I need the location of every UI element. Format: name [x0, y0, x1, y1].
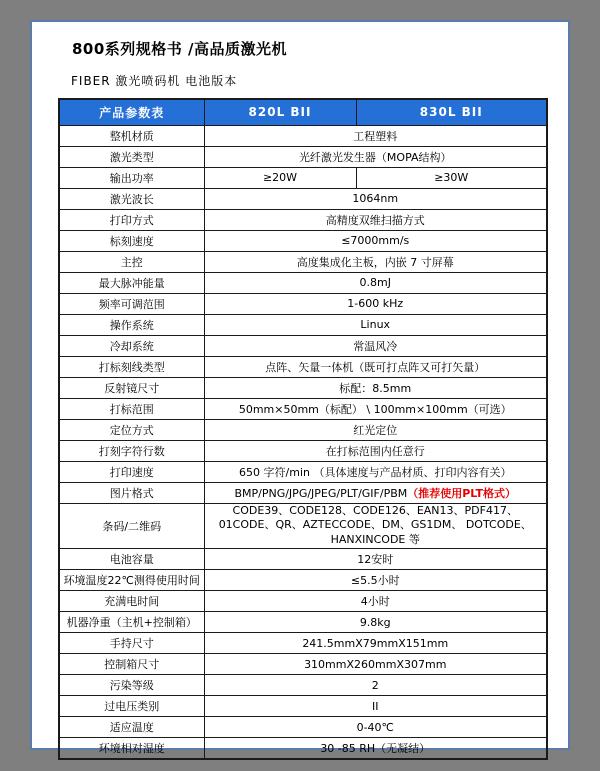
spec-value: 0.8mJ — [204, 272, 547, 293]
spec-table-header-row — [59, 99, 547, 125]
spec-row-label: 最大脉冲能量 — [59, 272, 204, 293]
spec-row-label: 污染等级 — [59, 675, 204, 696]
spec-value: 高精度双维扫描方式 — [204, 209, 547, 230]
spec-value: 50mm×50mm（标配） \ 100mm×100mm（可选） — [204, 398, 547, 419]
spec-value: 点阵、矢量一体机（既可打点阵又可打矢量） — [204, 356, 547, 377]
spec-value: 650 字符/min （具体速度与产品材质、打印内容有关） — [204, 461, 547, 482]
page-subtitle: FIBER 激光喷码机 电池版本 — [71, 74, 238, 88]
spec-table — [58, 98, 548, 760]
spec-row — [59, 654, 547, 675]
spec-value-820l: ≥20W — [204, 167, 356, 188]
spec-row — [59, 696, 547, 717]
spec-value: 红光定位 — [204, 419, 547, 440]
spec-row — [59, 591, 547, 612]
header-cell-model-830l: 830L BII — [356, 99, 547, 125]
spec-row — [59, 209, 547, 230]
spec-row-label: 主控 — [59, 251, 204, 272]
spec-row-label: 冷却系统 — [59, 335, 204, 356]
spec-value: 30 -85 RH（无凝结） — [204, 738, 547, 759]
spec-value: 高度集成化主板，内嵌 7 寸屏幕 — [204, 251, 547, 272]
spec-value: 9.8kg — [204, 612, 547, 633]
spec-row-label: 打印方式 — [59, 209, 204, 230]
spec-value — [204, 482, 547, 503]
spec-value: 在打标范围内任意行 — [204, 440, 547, 461]
spec-row-label: 过电压类别 — [59, 696, 204, 717]
spec-row-label: 机器净重（主机+控制箱） — [59, 612, 204, 633]
spec-row-label: 打标刻线类型 — [59, 356, 204, 377]
spec-row-label: 频率可调范围 — [59, 293, 204, 314]
spec-value-highlight: （推荐使用PLT格式） — [407, 486, 517, 500]
spec-row-label: 整机材质 — [59, 125, 204, 146]
spec-row — [59, 314, 547, 335]
spec-row — [59, 335, 547, 356]
spec-row — [59, 167, 547, 188]
spec-row-label: 打标范围 — [59, 398, 204, 419]
spec-value: 光纤激光发生器（MOPA结构） — [204, 146, 547, 167]
spec-row-label: 电池容量 — [59, 549, 204, 570]
spec-value: 标配：8.5mm — [204, 377, 547, 398]
spec-row-label: 反射镜尺寸 — [59, 377, 204, 398]
spec-table-body — [59, 125, 547, 759]
spec-row — [59, 146, 547, 167]
spec-value: 2 — [204, 675, 547, 696]
spec-value: 12安时 — [204, 549, 547, 570]
spec-row — [59, 738, 547, 759]
spec-row-label: 定位方式 — [59, 419, 204, 440]
spec-value: 常温风冷 — [204, 335, 547, 356]
spec-row — [59, 251, 547, 272]
spec-value: 4小时 — [204, 591, 547, 612]
spec-row — [59, 612, 547, 633]
spec-value: 1064nm — [204, 188, 547, 209]
spec-row — [59, 503, 547, 549]
spec-row-label: 图片格式 — [59, 482, 204, 503]
spec-row-label: 打印速度 — [59, 461, 204, 482]
spec-value: 0-40℃ — [204, 717, 547, 738]
spec-row-label: 激光类型 — [59, 146, 204, 167]
spec-value: 310mmX260mmX307mm — [204, 654, 547, 675]
spec-value: ≤5.5小时 — [204, 570, 547, 591]
spec-row — [59, 419, 547, 440]
spec-row-label: 输出功率 — [59, 167, 204, 188]
spec-row-label: 环境相对湿度 — [59, 738, 204, 759]
spec-value-830l: ≥30W — [356, 167, 547, 188]
spec-row — [59, 549, 547, 570]
spec-row — [59, 398, 547, 419]
spec-row-label: 操作系统 — [59, 314, 204, 335]
spec-row-label: 打刻字符行数 — [59, 440, 204, 461]
spec-value: II — [204, 696, 547, 717]
spec-value: ≤7000mm/s — [204, 230, 547, 251]
spec-value: 工程塑料 — [204, 125, 547, 146]
spec-row — [59, 272, 547, 293]
spec-row-label: 适应温度 — [59, 717, 204, 738]
spec-sheet-page — [30, 20, 570, 755]
spec-row-label: 环境温度22℃测得使用时间 — [59, 570, 204, 591]
spec-row — [59, 377, 547, 398]
spec-row — [59, 356, 547, 377]
spec-row — [59, 633, 547, 654]
spec-row — [59, 570, 547, 591]
spec-row-label: 条码/二维码 — [59, 503, 204, 549]
spec-row — [59, 482, 547, 503]
spec-row-label: 标刻速度 — [59, 230, 204, 251]
spec-row-label: 手持尺寸 — [59, 633, 204, 654]
spec-value: 241.5mmX79mmX151mm — [204, 633, 547, 654]
spec-value: Linux — [204, 314, 547, 335]
header-cell-parameter-table: 产品参数表 — [59, 99, 204, 125]
spec-row — [59, 188, 547, 209]
header-cell-model-820l: 820L BII — [204, 99, 356, 125]
spec-row — [59, 230, 547, 251]
spec-value-main: BMP/PNG/JPG/JPEG/PLT/GIF/PBM — [234, 486, 408, 500]
spec-row-label: 控制箱尺寸 — [59, 654, 204, 675]
spec-value: 1-600 kHz — [204, 293, 547, 314]
spec-row — [59, 461, 547, 482]
page-title: 800系列规格书 /高品质激光机 — [72, 40, 288, 58]
spec-row-label: 激光波长 — [59, 188, 204, 209]
spec-row — [59, 293, 547, 314]
spec-value: CODE39、CODE128、CODE126、EAN13、PDF417、01CODE、QR、AZTECCODE、DM、GS1DM、 DOTCODE、HANXINCODE 等 — [204, 503, 547, 549]
spec-row — [59, 675, 547, 696]
spec-row — [59, 717, 547, 738]
spec-row — [59, 125, 547, 146]
spec-row-label: 充满电时间 — [59, 591, 204, 612]
spec-row — [59, 440, 547, 461]
